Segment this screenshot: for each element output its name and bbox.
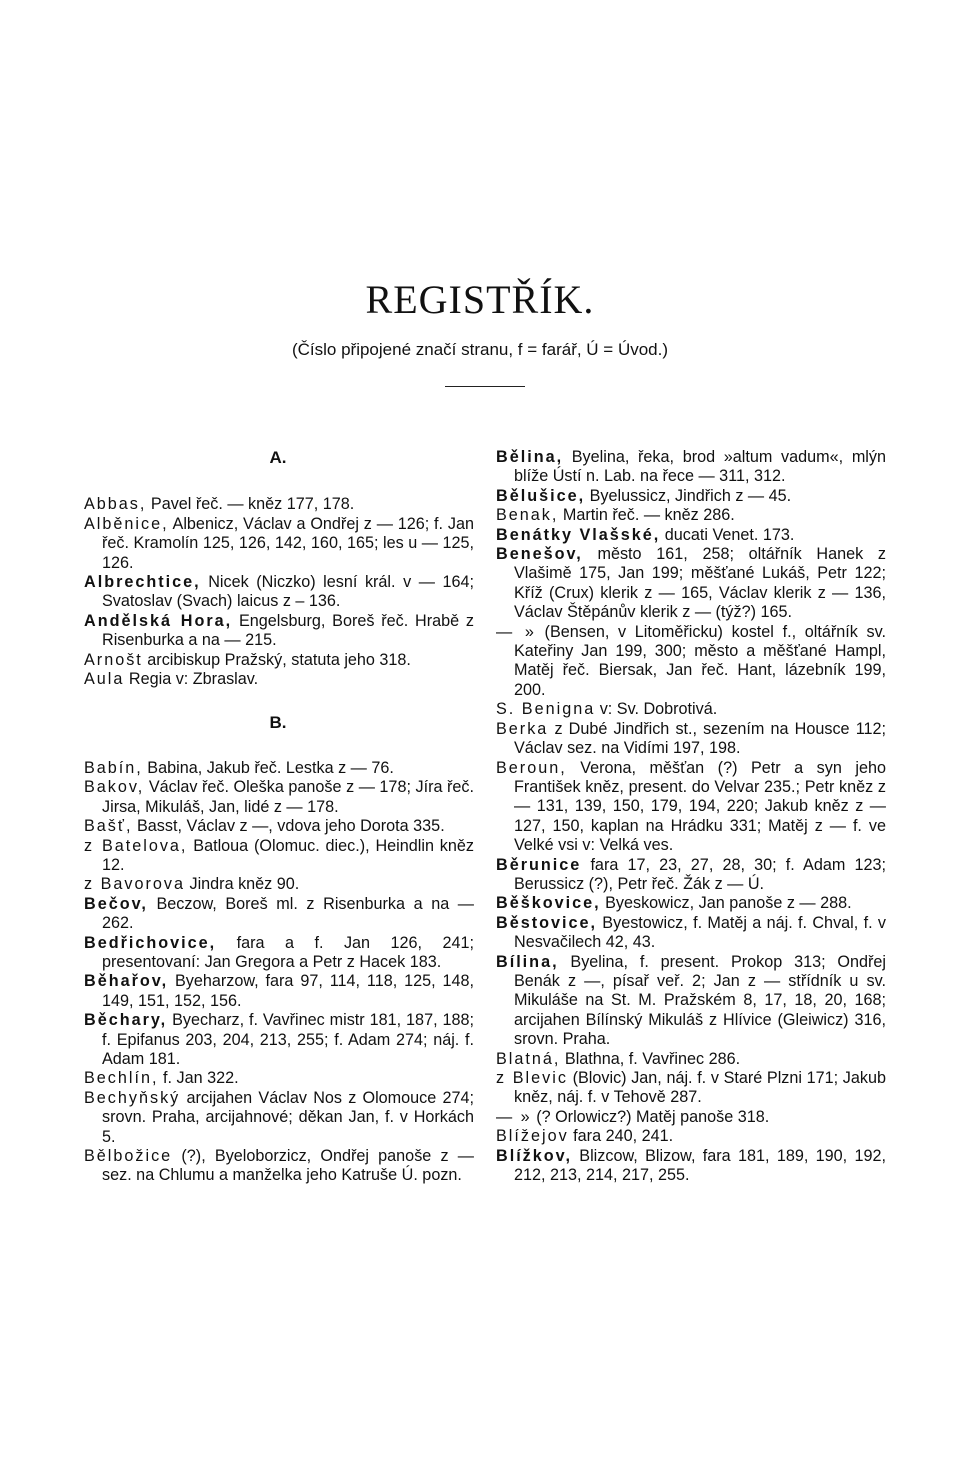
entry-text: Nicek (Niczko) lesní král. v — 164; Svatoslav (Svach) laicus z – 136.	[102, 573, 474, 611]
entry-text: fara 240, 241.	[568, 1127, 674, 1146]
entry-text: Byelussicz, Jindřich z — 45.	[585, 486, 792, 505]
index-entry	[84, 1147, 474, 1186]
entry-text: Pavel řeč. — kněz 177, 178.	[146, 495, 355, 514]
entry-headword: Babín,	[84, 758, 143, 777]
index-entry	[496, 526, 886, 545]
entry-headword: Běhařov,	[84, 972, 169, 991]
entry-headword: Albrechtice,	[84, 573, 201, 592]
index-entry	[496, 1050, 886, 1069]
index-entry	[496, 487, 886, 506]
entry-headword: Bašť,	[84, 817, 133, 836]
entry-text: Jindra kněz 90.	[184, 875, 300, 894]
entry-text: (? Orlowicz?) Matěj panoše 318.	[531, 1107, 770, 1126]
index-entry	[496, 700, 886, 719]
entry-text: Beczow, Boreš ml. z Risenburka a na — 262.	[102, 894, 474, 933]
entry-headword: z Blevic	[496, 1069, 568, 1087]
section-heading-a: A.	[269, 448, 287, 467]
index-entry	[84, 895, 474, 934]
index-entry	[496, 623, 886, 701]
index-entry	[84, 759, 474, 778]
entry-text: Babina, Jakub řeč. Lestka z — 76.	[142, 758, 394, 777]
entry-text: Martin řeč. — kněz 286.	[558, 506, 735, 525]
entry-headword: z Bavorova	[84, 875, 185, 894]
entry-headword: Alběnice,	[84, 514, 169, 533]
index-entry	[84, 651, 474, 670]
entry-text: (?), Byeloborzicz, Ondřej panoše z — sez. na Chlumu a manželka jeho Katruše Ú. pozn.	[102, 1147, 474, 1185]
entry-text: Byestowicz, f. Matěj a náj. f. Chval, f. v Nesvačilech 42, 43.	[514, 913, 886, 952]
section-heading-b: B.	[269, 713, 287, 733]
entry-text: Byelina, f. present. Prokop 313; Ondřej Benák z —, písař veř. 2; Jan z — střídník u sv. Mikuláše na St. M. Pražském 8, 17, 18, 20, 168; arcijahen Bílínský Mikuláš z Hlívice (Gleiwicz) 316, srovn. Praha.	[514, 952, 886, 1049]
index-entry	[84, 972, 474, 1011]
index-entry	[84, 573, 474, 612]
index-entry	[496, 856, 886, 895]
index-entry	[84, 817, 474, 836]
index-entry	[496, 1069, 886, 1108]
index-entry	[84, 778, 474, 817]
entry-text: z Dubé Jindřich st., sezením na Housce 112; Václav sez. na Vidími 197, 198.	[514, 719, 886, 758]
entry-text: Václav řeč. Oleška panoše z — 178; Jíra řeč. Jirsa, Mikuláš, Jan, lidé z — 178.	[102, 778, 474, 816]
entry-headword: Blížkov,	[496, 1146, 572, 1165]
entry-headword: S. Benigna	[496, 700, 596, 719]
entry-text: arcijahen Václav Nos z Olomouce 274; srovn. Praha, arcijahnové; děkan Jan, f. v Horkách 5.	[102, 1088, 474, 1146]
index-entry	[496, 720, 886, 759]
entry-text: Regia v: Zbraslav.	[124, 670, 259, 689]
left-column	[84, 448, 474, 1186]
title-divider	[445, 386, 525, 387]
entry-text: Byeharzow, fara 97, 114, 118, 125, 148, 149, 151, 152, 156.	[102, 972, 474, 1010]
index-entry	[496, 1108, 886, 1127]
entry-text: (Bensen, v Litoměřicku) kostel f., oltářník sv. Kateřiny Jan 199, 300; město a měšťané Hampl, Matěj řeč. Biersak, Jan řeč. Hant, lázebník 199, 200.	[514, 622, 886, 699]
page-title: REGISTŘÍK.	[365, 277, 595, 322]
index-entry	[84, 515, 474, 573]
entry-text: arcibiskup Pražský, statuta jeho 318.	[142, 650, 411, 669]
entry-text: Byecharz, f. Vavřinec mistr 181, 187, 188; f. Epifanus 203, 204, 213, 255; f. Adam 274; náj. f. Adam 181.	[102, 1011, 474, 1068]
right-column	[496, 448, 886, 1185]
entry-headword: Bělina,	[496, 448, 564, 466]
index-entry	[496, 894, 886, 913]
index-entry	[496, 448, 886, 487]
index-entry	[84, 495, 474, 514]
entry-headword: Bechyňský	[84, 1088, 181, 1107]
page-subtitle: (Číslo připojené značí stranu, f = farář, Ú = Úvod.)	[291, 340, 669, 359]
entry-headword: Benak,	[496, 506, 559, 525]
entry-headword: Abbas,	[84, 495, 147, 514]
entry-headword: Bechlín,	[84, 1069, 159, 1088]
entry-headword: Běrunice	[496, 855, 582, 874]
entry-text: f. Jan 322.	[158, 1069, 239, 1088]
index-entry	[496, 545, 886, 623]
entry-text: Byelina, řeka, brod »altum vadum«, mlýn blíže Ústí n. Lab. na řece — 311, 312.	[514, 448, 886, 486]
index-entry	[84, 612, 474, 651]
entry-headword: Běstovice,	[496, 913, 597, 932]
index-entry	[84, 934, 474, 973]
entry-headword: Běškovice,	[496, 894, 601, 913]
entry-text: Engelsburg, Boreš řeč. Hrabě z Risenburka a na — 215.	[102, 611, 474, 650]
index-entry	[84, 670, 474, 689]
entry-headword: Andělská Hora,	[84, 611, 233, 630]
index-entry	[84, 1011, 474, 1069]
entry-text: Basst, Václav z —, vdova jeho Dorota 335.	[132, 817, 445, 836]
entry-text: Byeskowicz, Jan panoše z — 288.	[600, 894, 852, 913]
entry-headword: Aula	[84, 670, 125, 689]
entry-headword: Bělbožice	[84, 1147, 173, 1165]
entry-text: Blizcow, Blizow, fara 181, 189, 190, 192, 212, 213, 214, 217, 255.	[514, 1146, 886, 1185]
index-entry	[84, 1089, 474, 1147]
entry-text: fara a f. Jan 126, 241; presentovaní: Jan Gregora a Petr z Hacek 183.	[102, 933, 474, 971]
index-entry	[84, 1069, 474, 1088]
entry-text: město 161, 258; oltářník Hanek z Vlašimě 175, Jan 199; měšťané Lukáš, Petr 122; Kříž (Crux) klerik z — 165, Václav klerik z — 136, Václav Štěpánův klerik z — (týž?) 165.	[514, 545, 886, 622]
index-entry	[496, 506, 886, 525]
index-entry	[496, 759, 886, 856]
entry-text: (Blovic) Jan, náj. f. v Staré Plzni 171; Jakub kněz, náj. f. v Tehově 287.	[514, 1069, 887, 1107]
index-entry	[496, 1147, 886, 1186]
entry-headword: Blatná,	[496, 1049, 561, 1068]
entry-headword: Bečov,	[84, 894, 148, 913]
entry-headword: Bílina,	[496, 952, 559, 971]
entry-headword: — »	[496, 1107, 532, 1126]
entry-headword: Bělušice,	[496, 486, 586, 505]
entry-text: Verona, měšťan (?) Petr a syn jeho František kněz, present. do Velvar 235.; Petr kněz z — 131, 139, 150, 179, 194, 220; Jakub kněz z — 127, 150, kaplan na Hrádku 331; Matěj z — f. ve Velké vsi v: Velká ves.	[514, 758, 886, 855]
entry-text: Blathna, f. Vavřinec 286.	[560, 1049, 741, 1068]
entry-headword: Beroun,	[496, 758, 567, 777]
entry-headword: Arnošt	[84, 650, 143, 669]
entry-headword: Berka	[496, 719, 549, 738]
entry-headword: — »	[496, 622, 536, 641]
entry-text: Albenicz, Václav a Ondřej z — 126; f. Jan řeč. Kramolín 125, 126, 142, 160, 165; les u — 125, 126.	[102, 514, 474, 572]
entry-headword: Běchary,	[84, 1011, 168, 1030]
entry-text: fara 17, 23, 27, 28, 30; f. Adam 123; Berussicz (?), Petr řeč. Žák z — Ú.	[514, 855, 886, 893]
entry-headword: Bakov,	[84, 778, 145, 797]
index-entry	[84, 837, 474, 876]
entry-headword: Benešov,	[496, 545, 583, 564]
index-entry	[496, 953, 886, 1050]
entry-headword: Benátky Vlašské,	[496, 525, 661, 544]
index-entry	[84, 875, 474, 894]
entry-text: Batloua (Olomuc. diec.), Heindlin kněz 12.	[102, 836, 474, 874]
entry-headword: z Batelova,	[84, 836, 188, 855]
index-entry	[496, 1127, 886, 1146]
entry-text: v: Sv. Dobrotivá.	[595, 700, 718, 719]
entry-text: ducati Venet. 173.	[660, 525, 795, 544]
entry-headword: Bedřichovice,	[84, 933, 217, 952]
entry-headword: Blížejov	[496, 1127, 569, 1146]
index-entry	[496, 914, 886, 953]
